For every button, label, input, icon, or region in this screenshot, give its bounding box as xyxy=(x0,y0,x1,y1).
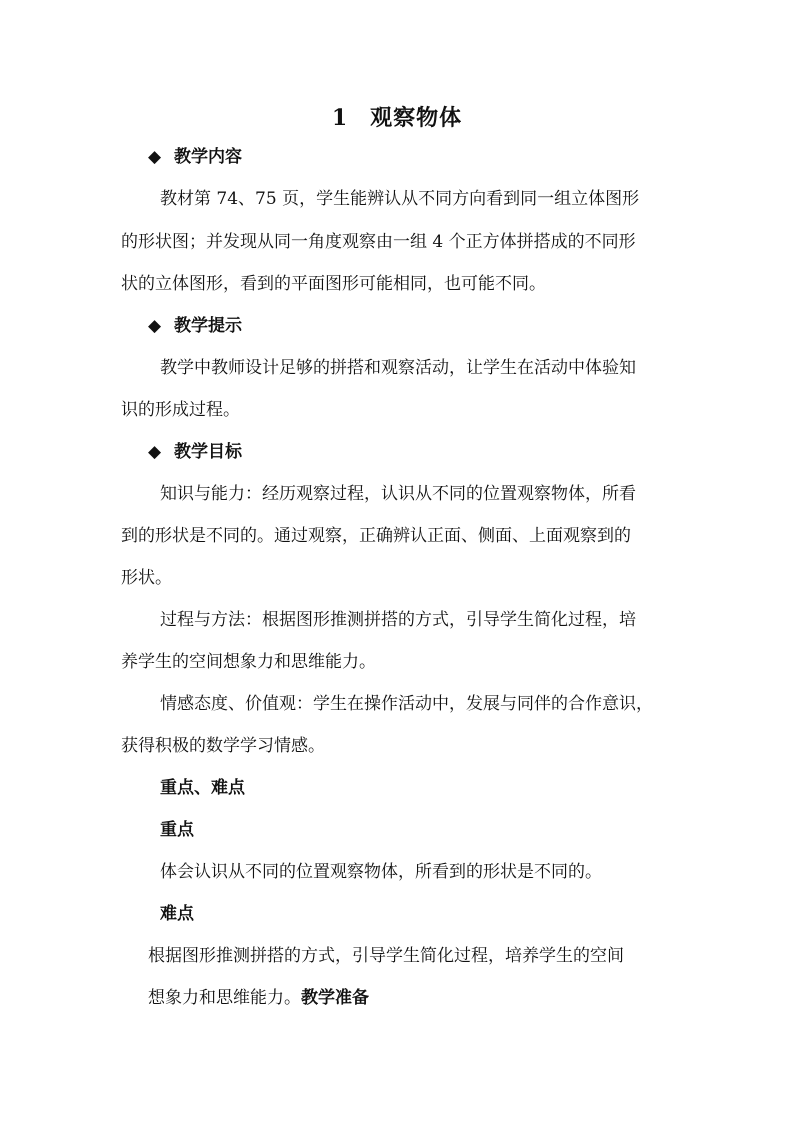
diamond-bullet-icon: ◆ xyxy=(148,147,162,167)
heading-label: 教学目标 xyxy=(174,442,242,462)
paragraph-line: 根据图形推测拼搭的方式，引导学生简化过程，培养学生的空间 xyxy=(148,946,624,966)
difficult-heading: 难点 xyxy=(160,904,194,924)
paragraph-line: 知识与能力：经历观察过程，认识从不同的位置观察物体，所看 xyxy=(160,484,636,504)
diamond-bullet-icon: ◆ xyxy=(148,316,162,336)
paragraph-line: 教材第 74、75 页，学生能辨认从不同方向看到同一组立体图形 xyxy=(160,189,640,209)
paragraph-line: 养学生的空间想象力和思维能力。 xyxy=(121,652,376,672)
paragraph-line: 形状。 xyxy=(121,568,172,588)
key-difficult-heading: 重点、难点 xyxy=(160,778,245,798)
paragraph-line: 过程与方法：根据图形推测拼搭的方式，引导学生简化过程，培 xyxy=(160,610,636,630)
paragraph-text: 想象力和思维能力。 xyxy=(148,988,301,1008)
key-heading: 重点 xyxy=(160,820,194,840)
section-heading-content xyxy=(148,145,242,169)
paragraph-line-with-heading xyxy=(148,986,369,1010)
paragraph-line: 体会认识从不同的位置观察物体，所看到的形状是不同的。 xyxy=(160,862,602,882)
title-text: 观察物体 xyxy=(370,105,463,131)
paragraph-line: 状的立体图形，看到的平面图形可能相同，也可能不同。 xyxy=(121,274,546,294)
heading-label: 教学内容 xyxy=(174,147,242,167)
paragraph-line: 获得积极的数学学习情感。 xyxy=(121,736,325,756)
diamond-bullet-icon: ◆ xyxy=(148,442,162,462)
section-heading-goal xyxy=(148,440,242,464)
section-heading-hint xyxy=(148,314,242,338)
paragraph-line: 教学中教师设计足够的拼搭和观察活动，让学生在活动中体验知 xyxy=(160,358,636,378)
page-title xyxy=(0,101,794,132)
paragraph-line: 情感态度、价值观：学生在操作活动中，发展与同伴的合作意识， xyxy=(160,694,653,714)
paragraph-line: 识的形成过程。 xyxy=(121,400,240,420)
title-number: 1 xyxy=(331,105,349,131)
paragraph-line: 的形状图；并发现从同一角度观察由一组 4 个正方体拼搭成的不同形 xyxy=(121,232,636,252)
heading-label: 教学提示 xyxy=(174,316,242,336)
prep-heading: 教学准备 xyxy=(301,988,369,1008)
paragraph-line: 到的形状是不同的。通过观察，正确辨认正面、侧面、上面观察到的 xyxy=(121,526,631,546)
